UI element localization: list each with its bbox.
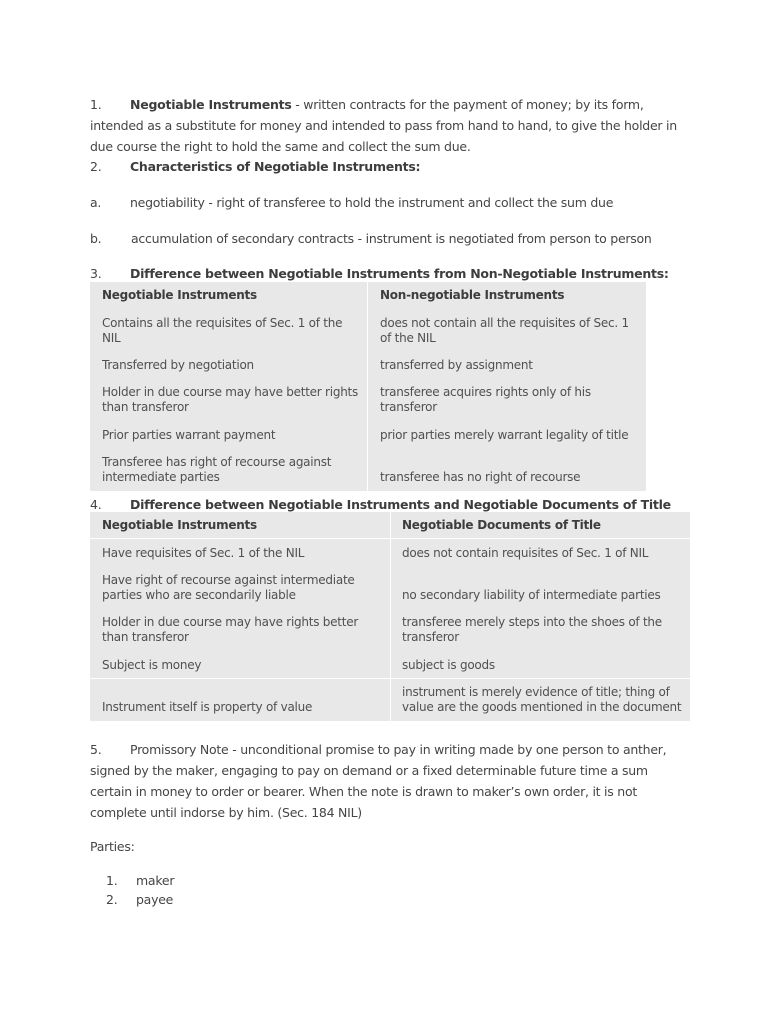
column-divider — [367, 282, 368, 491]
table-cell: does not contain requisites of Sec. 1 of NIL — [402, 546, 649, 560]
item-2-heading: Characteristics of Negotiable Instruments: — [130, 159, 421, 174]
table-cell: Have right of recourse against intermediate parties who are secondarily liable — [102, 573, 355, 602]
item-3-heading: Difference between Negotiable Instruments from Non-Negotiable Instruments: — [130, 266, 669, 281]
item-4-number: 4. — [90, 497, 102, 512]
table-cell: Have requisites of Sec. 1 of the NIL — [102, 546, 305, 560]
list-item-text: maker — [136, 873, 175, 888]
table-cell: subject is goods — [402, 658, 495, 672]
item-2b-letter: b. — [90, 231, 102, 246]
list-item-number: 2. — [106, 892, 118, 907]
item-5-line-3: certain in money to order or bearer. When the note is drawn to maker’s own order, it is not — [90, 784, 637, 799]
table-cell: Transferred by negotiation — [102, 358, 254, 372]
table-cell — [380, 455, 635, 485]
parties-label: Parties: — [90, 839, 135, 854]
negotiable-vs-documents-of-title-table — [90, 512, 690, 721]
item-1 — [90, 94, 680, 157]
item-3 — [90, 263, 710, 284]
item-2b-text: accumulation of secondary contracts - instrument is negotiated from person to person — [131, 231, 652, 246]
item-5 — [90, 739, 680, 823]
table-cell: transferee acquires rights only of his transferor — [380, 385, 591, 414]
row-divider — [90, 678, 690, 679]
table-header: Non-negotiable Instruments — [380, 288, 565, 302]
table-cell — [402, 573, 687, 603]
row-divider — [90, 538, 690, 539]
item-5-line-4: complete until indorse by him. (Sec. 184 NIL) — [90, 805, 362, 820]
item-2a-letter: a. — [90, 195, 102, 210]
table-cell: Transferee has right of recourse against intermediate parties — [102, 455, 332, 484]
item-2-number: 2. — [90, 159, 102, 174]
item-2a-text: negotiability - right of transferee to hold the instrument and collect the sum due — [130, 195, 614, 210]
item-1-line-3: due course the right to hold the same and collect the sum due. — [90, 139, 471, 154]
table-cell: Prior parties warrant payment — [102, 428, 276, 442]
table-cell: Holder in due course may have better rights than transferor — [102, 385, 359, 414]
table-cell-text: Instrument itself is property of value — [102, 700, 313, 714]
table-cell-text: transferee has no right of recourse — [380, 470, 581, 484]
item-1-number: 1. — [90, 97, 102, 112]
item-2b — [90, 228, 680, 249]
table-cell: instrument is merely evidence of title; thing of value are the goods mentioned in the document — [402, 685, 682, 714]
item-5-number: 5. — [90, 742, 102, 757]
list-item — [106, 871, 174, 890]
table-cell: transferred by assignment — [380, 358, 533, 372]
column-divider — [390, 512, 391, 721]
item-4-heading: Difference between Negotiable Instruments and Negotiable Documents of Title — [130, 497, 671, 512]
negotiable-vs-non-negotiable-table — [90, 282, 646, 491]
table-header: Negotiable Instruments — [102, 518, 257, 532]
item-2a — [90, 192, 680, 213]
table-cell: does not contain all the requisites of Sec. 1 of the NIL — [380, 316, 629, 345]
list-item-text: payee — [136, 892, 174, 907]
table-cell — [102, 685, 382, 715]
item-2 — [90, 156, 680, 177]
item-5-text: Promissory Note - unconditional promise to pay in writing made by one person to anther, — [130, 742, 667, 757]
list-item-number: 1. — [106, 873, 118, 888]
table-cell: Holder in due course may have rights better than transferor — [102, 615, 359, 644]
list-item — [106, 890, 173, 909]
table-cell: transferee merely steps into the shoes of the transferor — [402, 615, 662, 644]
table-cell-text: no secondary liability of intermediate parties — [402, 588, 661, 602]
table-cell: Subject is money — [102, 658, 202, 672]
item-1-line-2: intended as a substitute for money and intended to pass from hand to hand, to give the holder in — [90, 118, 677, 133]
item-3-number: 3. — [90, 266, 102, 281]
table-header: Negotiable Instruments — [102, 288, 257, 302]
table-cell: Contains all the requisites of Sec. 1 of the NIL — [102, 316, 343, 345]
item-1-heading: Negotiable Instruments — [130, 97, 292, 112]
table-cell: prior parties merely warrant legality of title — [380, 428, 629, 442]
item-1-text: - written contracts for the payment of money; by its form, — [291, 97, 644, 112]
table-header: Negotiable Documents of Title — [402, 518, 601, 532]
item-5-line-2: signed by the maker, engaging to pay on demand or a fixed determinable future time a sum — [90, 763, 648, 778]
